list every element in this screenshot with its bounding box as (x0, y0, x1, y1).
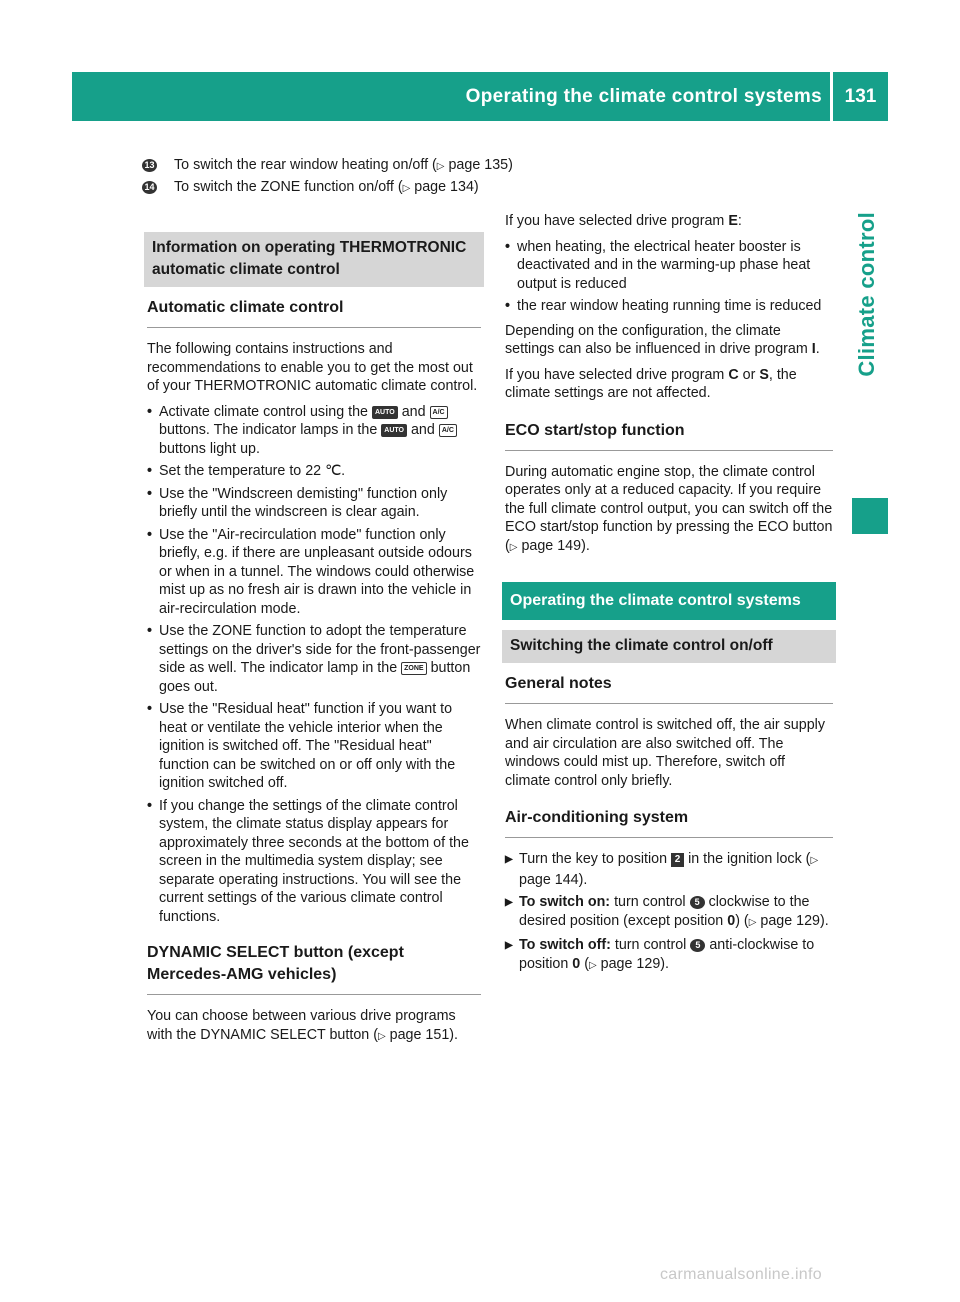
list-item: • Set the temperature to 22 ℃. (147, 462, 481, 481)
page-ref-arrow-icon: ▷ (436, 161, 445, 172)
step-item: ▶ To switch on: turn control 5 clockwise to the desired position (except position 0) (▷ page 129). (505, 893, 833, 932)
page-ref-arrow-icon: ▷ (748, 916, 757, 928)
callout-number: 13 (142, 159, 157, 172)
paragraph: Depending on the configuration, the climate settings can also be influenced in drive program I. (505, 322, 820, 357)
subsection-heading: Air-conditioning system (505, 797, 833, 838)
step-item: ▶ To switch off: turn control 5 anti-clockwise to position 0 (▷ page 129). (505, 936, 833, 975)
list-item: • Activate climate control using the AUTO and A/C buttons. The indicator lamps in the AUTO and A/C buttons light up. (147, 403, 481, 459)
paragraph: During automatic engine stop, the climate control operates only at a reduced capacity. If you require the full climate control output, you can switch off the ECO start/stop function by pressing the ECO button (▷ page 149). (505, 463, 833, 554)
intro-text: To switch the rear window heating on/off ( (174, 157, 437, 173)
list-item: • Use the "Windscreen demisting" function only briefly until the windscreen is clear again. (147, 485, 481, 522)
page-ref-arrow-icon: ▷ (377, 1030, 386, 1042)
auto-button-icon: AUTO (372, 406, 398, 419)
ac-button-icon: A/C (430, 406, 448, 419)
section-heading: Operating the climate control systems (502, 582, 836, 620)
page-ref-link[interactable]: page 135) (448, 157, 513, 173)
right-column (505, 212, 833, 981)
list-item: • If you change the settings of the climate control system, the climate status display appears for approximately three seconds at the bottom of the screen in the multimedia system display; see separate operating instructions. You will see the current settings of the various climate control functions. (147, 797, 481, 927)
page-ref-arrow-icon: ▷ (588, 959, 597, 971)
list-item: • Use the ZONE function to adopt the temperature settings on the driver's side for the front-passenger side as well. The indicator lamp in the ZONE button goes out. (147, 622, 481, 696)
page-ref-link[interactable]: page 129). (600, 955, 670, 972)
paragraph: If you have selected drive program C or S, the climate settings are not affected. (505, 366, 797, 401)
paragraph: You can choose between various drive programs with the DYNAMIC SELECT button (▷ page 151). (147, 1008, 459, 1043)
paragraph: The following contains instructions and recommendations to enable you to get the most out of your THERMOTRONIC automatic climate control. (147, 341, 478, 394)
side-tab-marker (852, 498, 888, 534)
page-ref-link[interactable]: page 149). (521, 537, 590, 554)
section-heading: Information on operating THERMOTRONIC automatic climate control (144, 232, 484, 287)
intro-text: To switch the ZONE function on/off ( (174, 179, 403, 195)
bullet-list (505, 238, 833, 316)
intro-item (142, 177, 842, 199)
list-item: • Use the "Air-recirculation mode" function only briefly, e.g. if there are unpleasant outside odours or when in a tunnel. The windows could otherwise mist up as no fresh air is drawn into the vehicle in air-recirculation mode. (147, 526, 481, 619)
callout-number: 5 (690, 939, 705, 952)
section-heading: Switching the climate control on/off (502, 630, 836, 663)
callout-number: 5 (690, 896, 705, 909)
list-item: • the rear window heating running time is reduced (505, 297, 833, 316)
subsection-heading: ECO start/stop function (505, 410, 833, 451)
page-ref-arrow-icon: ▷ (402, 183, 411, 194)
list-item: • Use the "Residual heat" function if you want to heat or ventilate the vehicle interior when the ignition is switched off. The "Residual heat" function can be switched on or off only with the ignition switched off. (147, 700, 481, 793)
side-tab-label: Climate control (854, 212, 879, 377)
bullet-list (147, 403, 481, 927)
subsection-heading: Automatic climate control (147, 287, 481, 328)
page-ref-arrow-icon: ▷ (810, 855, 819, 866)
callout-number: 14 (142, 181, 157, 194)
intro-item (142, 155, 842, 177)
page-ref-link[interactable]: page 134) (414, 179, 479, 195)
page-number: 131 (844, 86, 877, 107)
page-ref-arrow-icon: ▷ (509, 541, 518, 553)
key-position-icon: 2 (671, 853, 684, 867)
paragraph: If you have selected drive program E: (505, 213, 742, 229)
page-ref-link[interactable]: page 129). (760, 912, 829, 929)
side-tab (852, 214, 888, 514)
intro-list (142, 155, 842, 199)
step-list (505, 850, 833, 975)
watermark: carmanualsonline.info (660, 1266, 822, 1283)
auto-button-icon: AUTO (381, 424, 407, 437)
page-ref-link[interactable]: page 151). (389, 1026, 459, 1043)
ac-button-icon: A/C (439, 424, 457, 437)
step-item: ▶ Turn the key to position 2 in the ignition lock (▷ page 144). (505, 850, 833, 889)
left-column (147, 232, 481, 1053)
page-ref-link[interactable]: page 144). (519, 871, 588, 888)
paragraph: When climate control is switched off, the air supply and air circulation are also switched off. The windows could mist up. Therefore, switch off climate control only briefly. (505, 717, 825, 789)
list-item: • when heating, the electrical heater booster is deactivated and in the warming-up phase heat output is reduced (505, 238, 833, 294)
zone-button-icon: ZONE (401, 662, 426, 675)
subsection-heading: DYNAMIC SELECT button (except Mercedes-AMG vehicles) (147, 932, 481, 995)
subsection-heading: General notes (505, 663, 833, 704)
header-title: Operating the climate control systems (465, 86, 822, 107)
